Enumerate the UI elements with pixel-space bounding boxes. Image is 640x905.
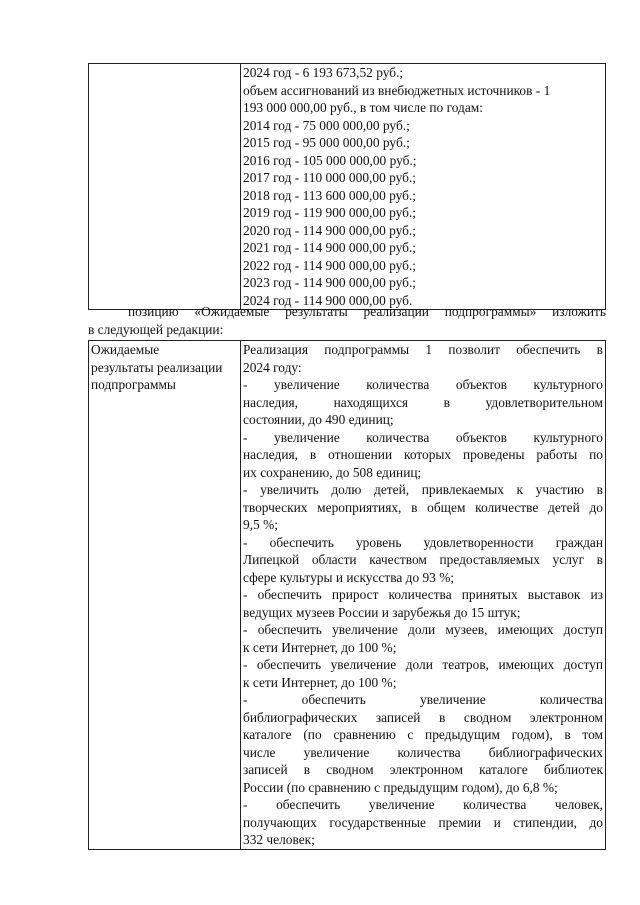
text-line: к сети Интернет, до 100 %; xyxy=(243,674,397,690)
text-line: - увеличить долю детей, привлекаемых к участию в xyxy=(243,482,603,497)
financing-cell xyxy=(241,64,606,310)
results-label-cell xyxy=(89,341,241,850)
instruction-paragraph xyxy=(88,303,606,338)
text-line: 2024 год - 114 900 000,00 руб. xyxy=(243,292,413,308)
text-line: - обеспечить прирост количества принятых выставок из xyxy=(243,587,603,602)
results-label xyxy=(91,341,238,394)
text-line: 2024 году: xyxy=(243,359,302,375)
text-line: 332 человек; xyxy=(243,832,315,847)
text-line: наследия, в отношении которых проведены работы по xyxy=(243,447,603,462)
text-line: 2022 год - 114 900 000,00 руб.; xyxy=(243,257,417,273)
text-line: творческих мероприятиях, в общем количестве детей до xyxy=(243,499,603,515)
text-line: получающих государственные премии и стипендии, до xyxy=(243,814,603,830)
text-line: 2014 год - 75 000 000,00 руб.; xyxy=(243,117,410,133)
text-line: 2015 год - 95 000 000,00 руб.; xyxy=(243,135,410,150)
paragraph-line: позицию «Ожидаемые результаты реализации подпрограммы» изложить xyxy=(128,304,606,319)
table-cell-empty xyxy=(89,64,241,310)
text-line: 2021 год - 114 900 000,00 руб.; xyxy=(243,240,417,255)
text-line: 2017 год - 110 000 000,00 руб.; xyxy=(243,170,417,185)
text-line: числе увеличение количества библиографических xyxy=(243,744,603,760)
text-line: каталоге (по сравнению с предыдущим годом), в том xyxy=(243,727,603,742)
text-line: России (по сравнению с предыдущим годом), до 6,8 %; xyxy=(243,779,558,795)
text-line: ведущих музеев России и зарубежья до 15 штук; xyxy=(243,604,521,620)
text-line: 2024 год - 6 193 673,52 руб.; xyxy=(243,65,404,80)
text-line: Липецкой области качеством предоставляемых услуг в xyxy=(243,552,603,567)
text-line: - обеспечить увеличение доли музеев, имеющих доступ xyxy=(243,622,603,637)
results-content xyxy=(243,341,603,849)
text-line: 193 000 000,00 руб., в том числе по годам: xyxy=(243,100,483,115)
text-line: подпрограммы xyxy=(91,377,176,392)
expected-results-table xyxy=(88,340,606,850)
text-line: 2016 год - 105 000 000,00 руб.; xyxy=(243,152,417,168)
text-line: библиографических записей в сводном электронном xyxy=(243,709,603,725)
text-line: объем ассигнований из внебюджетных источников - 1 xyxy=(243,82,551,98)
text-line: 2019 год - 119 900 000,00 руб.; xyxy=(243,205,417,220)
results-content-cell xyxy=(241,341,606,850)
financing-table xyxy=(88,63,606,310)
text-line: - обеспечить увеличение доли театров, имеющих доступ xyxy=(243,657,603,672)
text-line: 2020 год - 114 900 000,00 руб.; xyxy=(243,222,417,238)
financing-lines xyxy=(243,64,603,309)
text-line: - увеличение количества объектов культурного xyxy=(243,377,603,392)
text-line: - обеспечить уровень удовлетворенности граждан xyxy=(243,534,603,550)
text-line: - обеспечить увеличение количества xyxy=(243,692,603,707)
text-line: 2023 год - 114 900 000,00 руб.; xyxy=(243,275,417,290)
text-line: состоянии, до 490 единиц; xyxy=(243,412,394,427)
paragraph-line: в следующей редакции: xyxy=(88,321,224,337)
text-line: 2018 год - 113 600 000,00 руб.; xyxy=(243,187,417,203)
text-line: сфере культуры и искусства до 93 %; xyxy=(243,569,455,585)
text-line: к сети Интернет, до 100 %; xyxy=(243,639,397,655)
table-row xyxy=(89,64,606,310)
text-line: Ожидаемые xyxy=(91,342,160,357)
text-line: результаты реализации xyxy=(91,359,223,375)
text-line: их сохранению, до 508 единиц; xyxy=(243,464,422,480)
text-line: записей в сводном электронном каталоге библиотек xyxy=(243,762,603,777)
text-line: - увеличение количества объектов культурного xyxy=(243,429,603,445)
text-line: - обеспечить увеличение количества человек, xyxy=(243,797,603,812)
table-row xyxy=(89,341,606,850)
text-line: наследия, находящихся в удовлетворительном xyxy=(243,394,603,410)
text-line: 9,5 %; xyxy=(243,517,278,532)
text-line: Реализация подпрограммы 1 позволит обеспечить в xyxy=(243,342,603,357)
